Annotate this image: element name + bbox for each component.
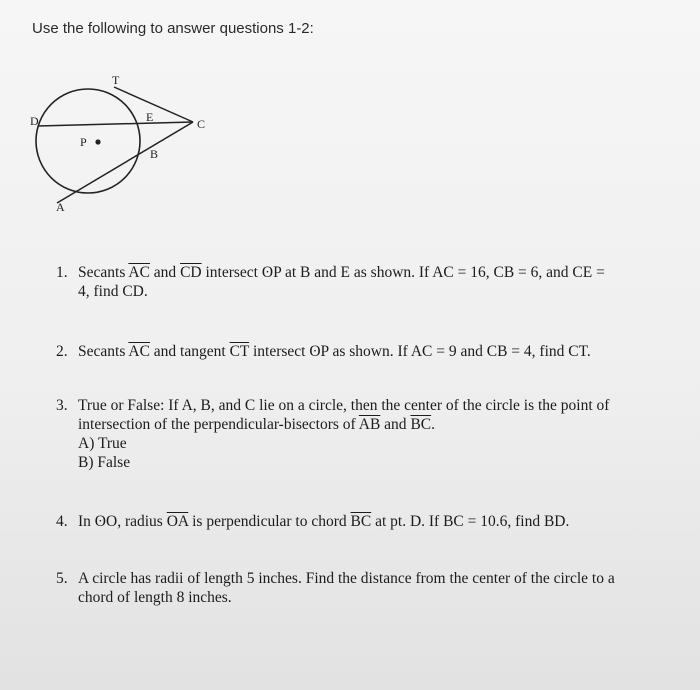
segment-cd: $\overline{CD}$ xyxy=(180,264,202,281)
segment-ac: $\overline{AC}$ xyxy=(128,343,150,360)
segment-ct: $\overline{CT}$ xyxy=(229,343,250,360)
circle-diagram xyxy=(26,68,226,213)
option-a[interactable]: A) True xyxy=(78,435,127,452)
segment-bc: $\overline{BC}$ xyxy=(410,416,432,433)
option-b[interactable]: B) False xyxy=(78,454,131,471)
label-e: E xyxy=(146,110,154,124)
question-1: 1. Secants $\overline{AC}$ and $\overline{CD}$ intersect ʘP at B and E as shown. If AC = 16, CB = 6, and CE = 4, find CD. xyxy=(56,264,605,300)
secant-ac xyxy=(57,122,193,203)
segment-bc: $\overline{BC}$ xyxy=(350,513,372,530)
question-5: 5. A circle has radii of length 5 inches. Find the distance from the center of the circle to a chord of length 8 inches. xyxy=(56,570,615,606)
circle-p xyxy=(36,89,140,193)
question-number: 4. xyxy=(56,513,68,530)
secant-cd xyxy=(38,122,193,126)
question-number: 3. xyxy=(56,397,68,414)
label-p: P xyxy=(80,135,87,149)
instructions-header: Use the following to answer questions 1-2: xyxy=(32,20,314,37)
label-b: B xyxy=(150,147,159,161)
question-number: 1. xyxy=(56,264,68,281)
segment-ac: $\overline{AC}$ xyxy=(128,264,150,281)
question-number: 2. xyxy=(56,343,68,360)
circle-symbol: ʘO xyxy=(94,513,118,530)
label-d: D xyxy=(30,114,39,128)
segment-oa: $\overline{OA}$ xyxy=(166,513,189,530)
label-a: A xyxy=(56,200,65,214)
question-3: 3. True or False: If A, B, and C lie on a circle, then the center of the circle is the point of intersection of the perpendicular-bisectors of $\overline{AB}$ and $\overline{BC}$. A) True B) False xyxy=(56,397,610,471)
circle-diagram-svg xyxy=(26,68,226,213)
question-number: 5. xyxy=(56,570,68,587)
segment-ab: $\overline{AB}$ xyxy=(358,416,381,433)
circle-symbol: ʘP xyxy=(261,264,282,281)
circle-symbol: ʘP xyxy=(309,343,329,360)
question-2: 2. Secants $\overline{AC}$ and tangent $\overline{CT}$ intersect ʘP as shown. If AC = 9 and CB = 4, find CT. xyxy=(56,343,591,360)
label-t: T xyxy=(112,73,120,87)
label-c: C xyxy=(197,117,206,131)
center-point-p xyxy=(95,139,100,144)
question-4: 4. In ʘO, radius $\overline{OA}$ is perpendicular to chord $\overline{BC}$ at pt. D. If BC = 10.6, find BD. xyxy=(56,513,570,530)
